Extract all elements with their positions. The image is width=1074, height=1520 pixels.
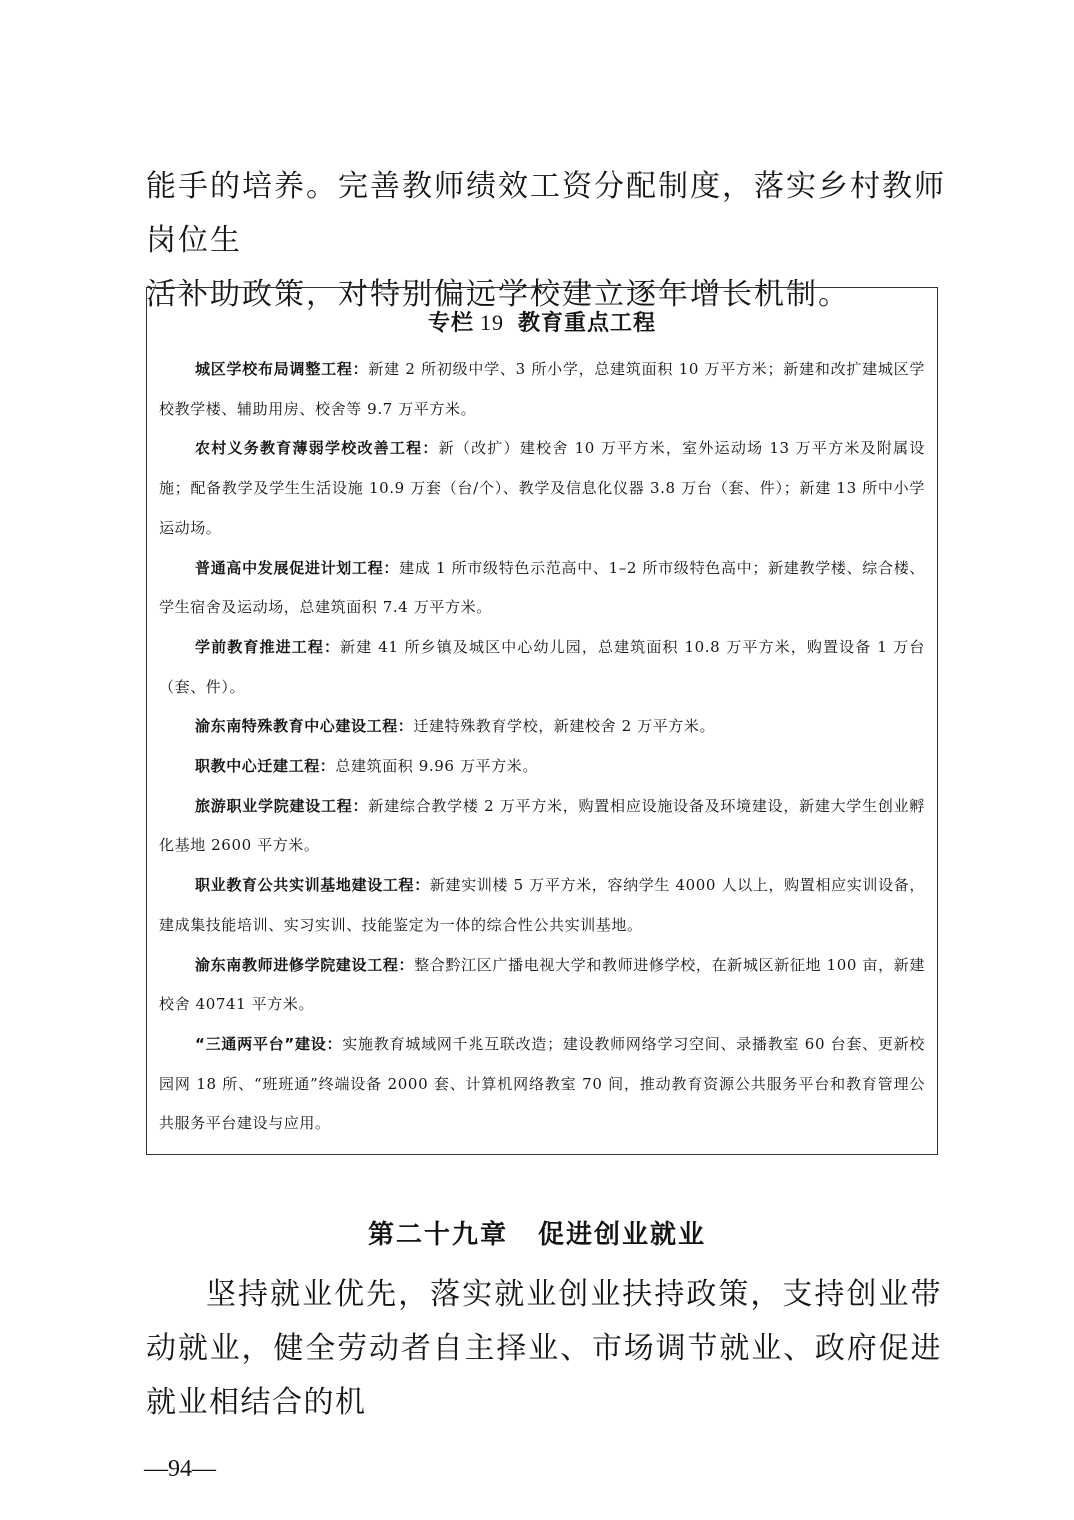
project-text: 新（改扩）建校舍 10 万平方米，室外运动场 13 万平方米及附属设施；配备教学及学生生活设施 10.9 万套（台/个）、教学及信息化仪器 3.8 万台（套、件）；新建 13 所中小学运动场。 bbox=[159, 439, 925, 537]
project-text: 整合黔江区广播电视大学和教师进修学校，在新城区新征地 100 亩，新建校舍 40741 平方米。 bbox=[159, 955, 925, 1014]
project-text: 总建筑面积 9.96 万平方米。 bbox=[335, 757, 538, 776]
project-item bbox=[159, 549, 925, 628]
project-text: 实施教育城域网千兆互联改造；建设教师网络学习空间、录播教室 60 台套、更新校园网 18 所、“班班通”终端设备 2000 套、计算机网络教室 70 间，推动教育资源公共服务平台和教育管理公共服务平台建设与应用。 bbox=[159, 1034, 925, 1133]
project-text: 建成 1 所市级特色示范高中、1–2 所市级特色高中；新建教学楼、综合楼、学生宿舍及运动场，总建筑面积 7.4 万平方米。 bbox=[159, 558, 925, 617]
project-text: 新建 41 所乡镇及城区中心幼儿园，总建筑面积 10.8 万平方米，购置设备 1 万台（套、件）。 bbox=[159, 637, 925, 696]
intro-line: 能手的培养。完善教师绩效工资分配制度，落实乡村教师岗位生 bbox=[146, 169, 946, 258]
project-text: 新建实训楼 5 万平方米，容纳学生 4000 人以上，购置相应实训设备，建成集技能培训、实习实训、技能鉴定为一体的综合性公共实训基地。 bbox=[159, 876, 925, 934]
page-number: —94— bbox=[144, 1456, 216, 1482]
project-item bbox=[159, 628, 925, 707]
chapter-number: 第二十九章 bbox=[367, 1220, 508, 1250]
project-heading: 渝东南特殊教育中心建设工程： bbox=[195, 717, 414, 736]
intro-line: 活补助政策，对特别偏远学校建立逐年增长机制。 bbox=[146, 277, 850, 312]
body-text bbox=[146, 1268, 942, 1430]
project-heading: 农村义务教育薄弱学校改善工程： bbox=[195, 439, 439, 458]
project-heading: “三通两平台”建设： bbox=[195, 1034, 343, 1053]
feature-box bbox=[146, 287, 938, 1155]
project-heading: 渝东南教师进修学院建设工程： bbox=[195, 955, 415, 974]
project-text: 迁建特殊教育学校，新建校舍 2 万平方米。 bbox=[413, 717, 716, 736]
project-item bbox=[159, 787, 925, 866]
project-heading: 职教中心迁建工程： bbox=[195, 757, 336, 776]
project-item bbox=[159, 747, 925, 787]
project-item bbox=[159, 866, 925, 945]
box-title bbox=[147, 306, 937, 337]
box-items bbox=[159, 350, 925, 1144]
project-item bbox=[159, 946, 925, 1025]
project-item bbox=[159, 350, 925, 429]
chapter-title: 促进创业就业 bbox=[538, 1220, 707, 1250]
box-title-prefix: 专栏 bbox=[427, 311, 474, 336]
project-heading: 职业教育公共实训基地建设工程： bbox=[195, 876, 430, 895]
box-title-text: 教育重点工程 bbox=[518, 311, 657, 336]
body-paragraph: 坚持就业优先，落实就业创业扶持政策，支持创业带动就业，健全劳动者自主择业、市场调节就业、政府促进就业相结合的机 bbox=[146, 1277, 942, 1420]
box-title-number: 19 bbox=[480, 310, 504, 335]
project-text: 新建综合教学楼 2 万平方米，购置相应设施设备及环境建设，新建大学生创业孵化基地 2600 平方米。 bbox=[159, 796, 925, 855]
project-item bbox=[159, 707, 925, 747]
project-item bbox=[159, 429, 925, 548]
project-heading: 普通高中发展促进计划工程： bbox=[195, 558, 400, 577]
chapter-heading bbox=[0, 1214, 1074, 1251]
project-item bbox=[159, 1025, 925, 1144]
project-text: 新建 2 所初级中学、3 所小学，总建筑面积 10 万平方米；新建和改扩建城区学校教学楼、辅助用房、校舍等 9.7 万平方米。 bbox=[159, 360, 925, 418]
project-heading: 学前教育推进工程： bbox=[195, 637, 341, 656]
project-heading: 城区学校布局调整工程： bbox=[195, 360, 369, 378]
project-heading: 旅游职业学院建设工程： bbox=[195, 796, 369, 815]
